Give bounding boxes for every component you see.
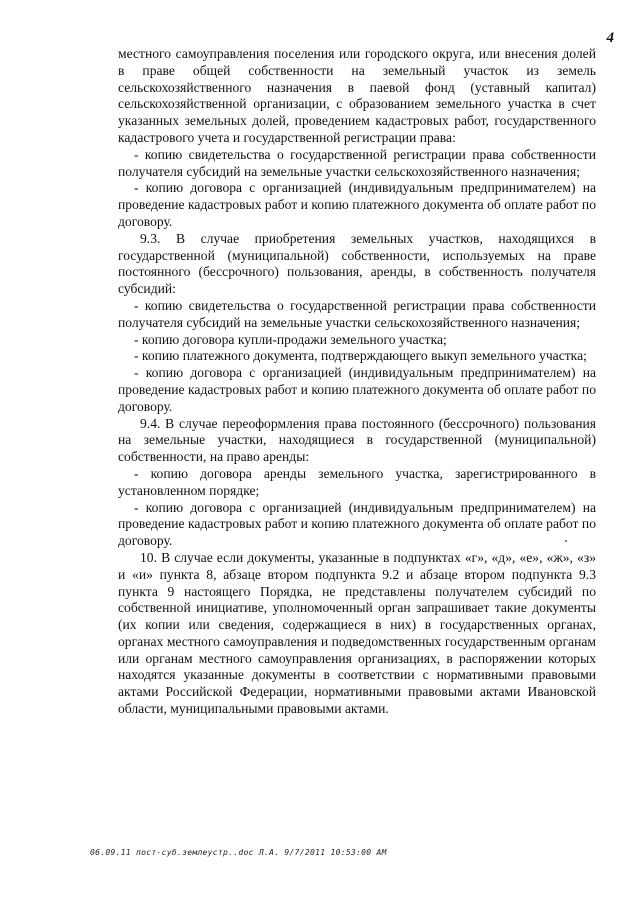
list-item: - копию договора купли-продажи земельного участка; <box>134 331 447 347</box>
document-footer: 06.09.11 пост-суб.землеустр..doc Л.А. 9/7/2011 10:53:00 AM <box>90 848 387 857</box>
list-item: - копию договора аренды земельного участка, зарегистрированного в установленном порядке; <box>118 465 596 498</box>
scan-speck <box>565 540 567 542</box>
section-10: 10. В случае если документы, указанные в подпунктах «г», «д», «е», «ж», «з» и «и» пункта 8, абзаце втором подпункта 9.2 и абзаце втором подпункта 9.3 пункта 9 настоящего Порядка, не представлены получателем субсидий по собственной инициативе, уполномоченный орган запрашивает такие документы (их копии или сведения, содержащиеся в них) в государственных органах, органах местного самоуправления и подведомственных государственным органам или органам местного самоуправления организациях, в распоряжении которых находятся указанные документы в соответствии с нормативными правовыми актами Российской Федерации, нормативными правовыми актами Ивановской области, муниципальными правовыми актами. <box>118 549 596 717</box>
section-9-3: 9.3. В случае приобретения земельных участков, находящихся в государственной (муниципальной) собственности, используемых на праве постоянного (бессрочного) пользования, аренды, в собственность получателя субсидий: <box>118 230 596 297</box>
list-item: - копию договора с организацией (индивидуальным предпринимателем) на проведение кадастровых работ и копию платежного документа об оплате работ по договору. <box>118 365 596 414</box>
list-item: - копию платежного документа, подтверждающего выкуп земельного участка; <box>134 348 587 364</box>
list-item: - копию свидетельства о государственной регистрации права собственности получателя субсидий на земельные участки сельскохозяйственного назначения; <box>118 146 596 179</box>
list-item: - копию свидетельства о государственной регистрации права собственности получателя субсидий на земельные участки сельскохозяйственного назначения; <box>118 297 596 330</box>
list-item: - копию договора с организацией (индивидуальным предпринимателем) на проведение кадастровых работ и копию платежного документа об оплате работ по договору. <box>118 499 596 549</box>
list-item: - копию договора с организацией (индивидуальным предпринимателем) на проведение кадастровых работ и копию платежного документа об оплате работ по договору. <box>118 180 596 229</box>
paragraph-intro: местного самоуправления поселения или городского округа, или внесения долей в праве общей собственности на земельный участок из земель сельскохозяйственного назначения в паевой фонд (уставный капитал) сельскохозяйственной организации, с образованием земельного участка в счет указанных земельных долей, проведением кадастровых работ, государственного кадастрового учета и государственной регистрации права: <box>118 46 596 145</box>
section-9-4: 9.4. В случае переоформления права постоянного (бессрочного) пользования на земельные участки, находящиеся в государственной (муниципальной) собственности, на право аренды: <box>118 415 596 465</box>
document-body <box>118 46 596 718</box>
page-number: 4 <box>606 30 614 46</box>
